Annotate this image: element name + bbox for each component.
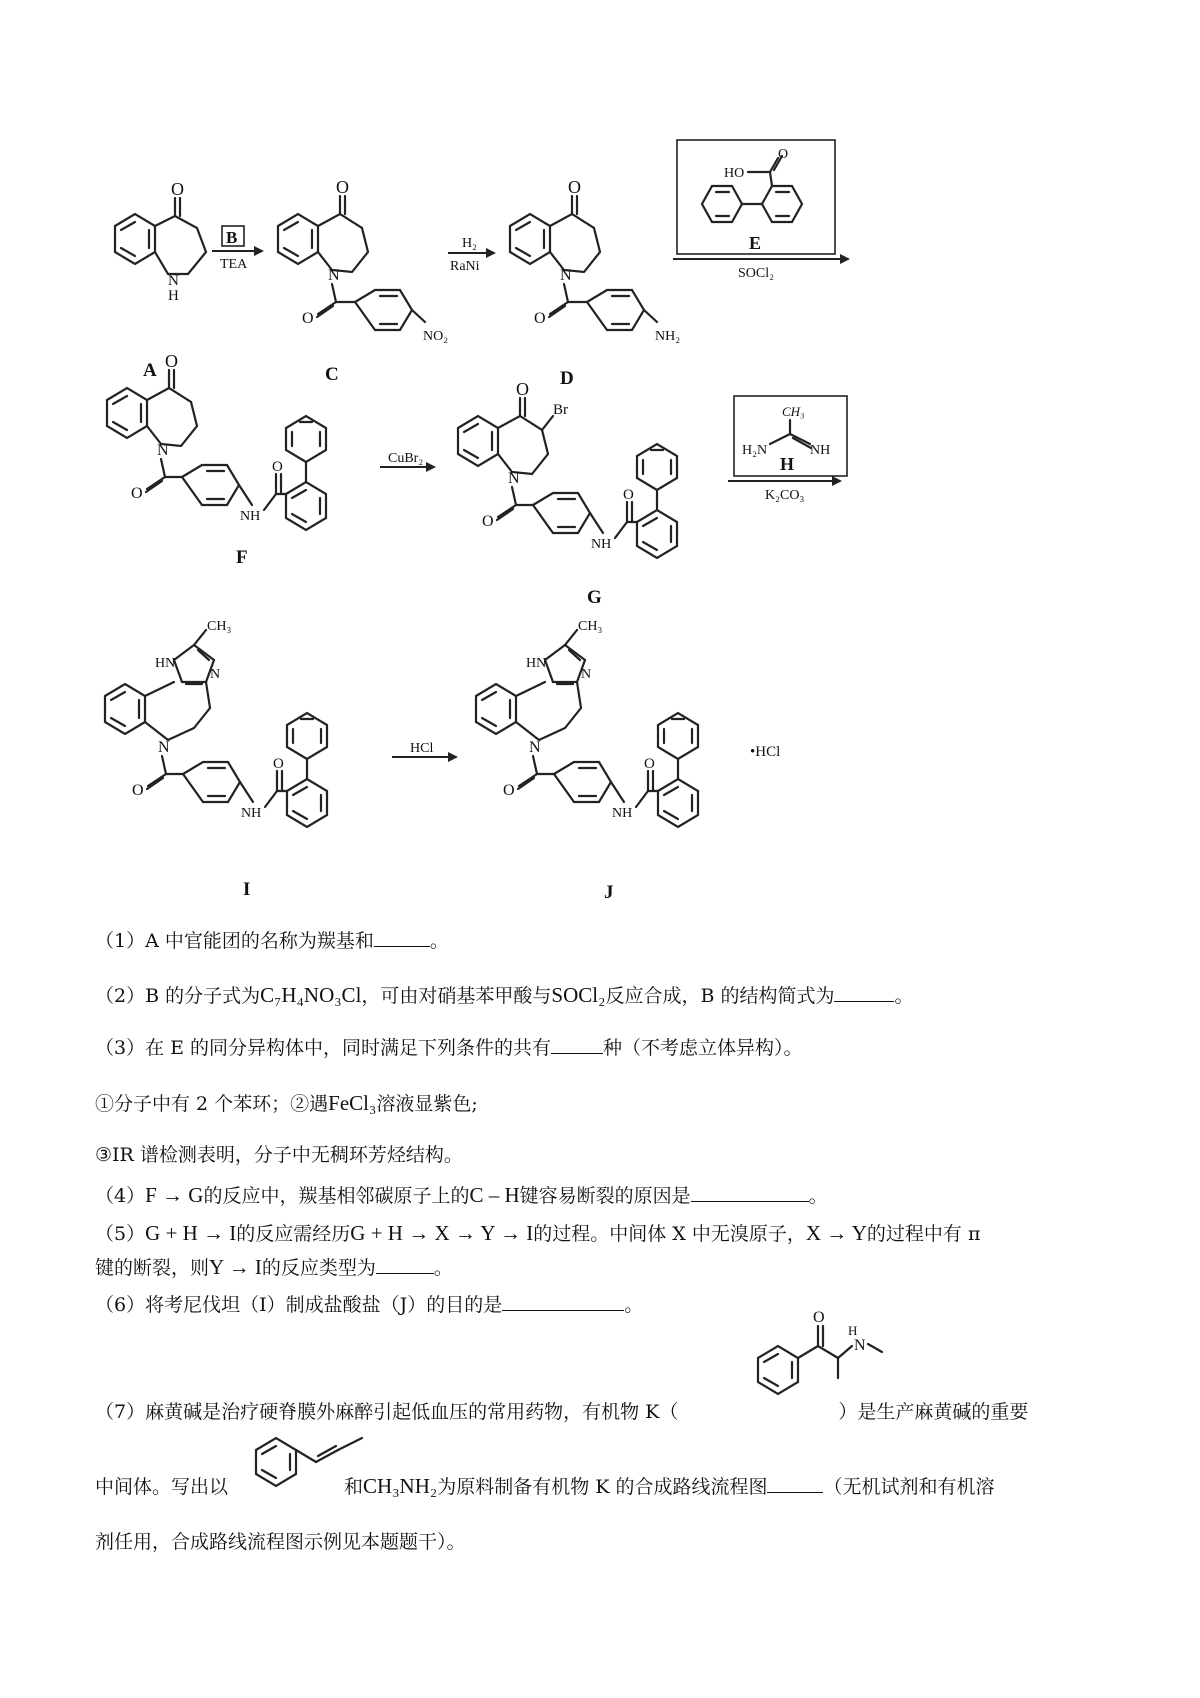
group-nh: NH xyxy=(612,806,633,821)
q3-text: （3）在 E 的同分异构体中，同时满足下列条件的共有 xyxy=(95,1037,552,1059)
q5-text-d: 键的断裂，则 xyxy=(95,1257,210,1279)
q2-end: 。 xyxy=(894,985,914,1007)
group-nh: NH xyxy=(241,806,262,821)
arrow-c-d xyxy=(448,236,496,274)
q2-socl2: SOCl₂ xyxy=(551,983,606,1007)
atom-o: O xyxy=(516,379,529,399)
compound-d xyxy=(510,177,680,389)
q1-answer-blank[interactable] xyxy=(374,928,430,947)
q3-condition-2-end: 溶液显紫色; xyxy=(376,1093,478,1115)
q3-answer-blank[interactable] xyxy=(551,1035,603,1054)
atom-o: O xyxy=(482,513,494,530)
atom-o: O xyxy=(644,756,655,772)
atom-h: H xyxy=(848,1323,858,1338)
q5-xy: X → Y xyxy=(805,1221,867,1245)
question-7-line-3 xyxy=(95,1527,1125,1557)
compound-a xyxy=(115,179,206,381)
atom-o: O xyxy=(273,756,284,772)
q7-text-f: （无机试剂和有机溶 xyxy=(823,1476,995,1498)
question-5-line-1 xyxy=(95,1218,1125,1249)
atom-o: O xyxy=(568,177,581,197)
atom-n: N xyxy=(210,667,221,682)
question-6 xyxy=(95,1290,1125,1320)
label-g: G xyxy=(587,587,602,608)
q3-condition-1-2: ①分子中有 2 个苯环；②遇 xyxy=(95,1093,329,1115)
group-ho: HO xyxy=(724,166,745,181)
q6-end: 。 xyxy=(624,1294,644,1316)
q2-formula: C₇H₄NO₃Cl xyxy=(260,983,362,1007)
q7-answer-blank[interactable] xyxy=(767,1474,823,1493)
reagent-socl2: SOCl₂ xyxy=(738,266,775,281)
atom-n: N xyxy=(581,667,592,682)
q5-text-a: 的反应需经历 xyxy=(236,1223,351,1245)
q5-number: （5） xyxy=(95,1223,146,1245)
atom-o: O xyxy=(171,179,184,199)
group-nh: NH xyxy=(240,509,261,524)
q4-text-b: 键容易断裂的原因是 xyxy=(519,1185,691,1207)
group-ch3: CH₃ xyxy=(207,619,232,634)
compound-k xyxy=(758,1309,882,1394)
reagent-h2: H₂ xyxy=(462,236,477,251)
question-7-line-2 xyxy=(95,1471,1125,1502)
question-3-conditions-b xyxy=(95,1140,1125,1170)
reagent-e-box xyxy=(673,140,850,281)
reagent-rani: RaNi xyxy=(450,259,480,274)
label-h: H xyxy=(780,454,795,474)
q4-end: 。 xyxy=(808,1185,828,1207)
q5-path: G + H → X → Y → I xyxy=(350,1221,534,1245)
q6-text: （6）将考尼伐坦（I）制成盐酸盐（J）的目的是 xyxy=(95,1294,503,1316)
q3-condition-3: ③IR 谱检测表明，分子中无稠环芳烃结构。 xyxy=(95,1144,463,1166)
group-no2: NO₂ xyxy=(423,329,449,344)
hcl-salt: •HCl xyxy=(750,744,781,760)
reagent-b: B xyxy=(226,228,238,247)
question-1 xyxy=(95,926,1125,956)
question-3 xyxy=(95,1033,1125,1063)
atom-h: H xyxy=(168,288,179,304)
label-f: F xyxy=(236,547,248,568)
group-hn: HN xyxy=(155,656,176,671)
reagent-cubr2: CuBr₂ xyxy=(388,451,424,466)
q7-text-e: 为原料制备有机物 K 的合成路线流程图 xyxy=(437,1476,768,1498)
q4-text: 的反应中，羰基相邻碳原子上的 xyxy=(203,1185,470,1207)
atom-n: N xyxy=(508,470,520,487)
label-j: J xyxy=(604,882,614,903)
atom-n: N xyxy=(328,267,340,284)
q5-ghi: G + H → I xyxy=(145,1221,237,1245)
q2-text-c: 反应合成，B 的结构简式为 xyxy=(605,985,835,1007)
label-e: E xyxy=(749,233,762,253)
arrow-i-j xyxy=(392,741,458,762)
q5-end: 。 xyxy=(433,1257,453,1279)
arrow-a-c xyxy=(212,226,264,272)
q5-text-b: 的过程。中间体 X 中无溴原子， xyxy=(533,1223,806,1245)
q1-text: （1）A 中官能团的名称为羰基和 xyxy=(95,930,374,952)
reagent-k2co3: K₂CO₃ xyxy=(765,488,805,503)
compound-c xyxy=(278,177,448,385)
compound-g xyxy=(458,379,677,608)
q6-answer-blank[interactable] xyxy=(502,1292,624,1311)
group-h2n: H₂N xyxy=(742,443,768,458)
q5-answer-blank[interactable] xyxy=(376,1255,434,1274)
atom-o: O xyxy=(302,310,314,327)
label-c: C xyxy=(325,364,339,385)
atom-o: O xyxy=(165,351,178,371)
group-ch3: CH₃ xyxy=(578,619,603,634)
compound-f xyxy=(107,351,326,568)
atom-n: N xyxy=(529,739,541,756)
question-2 xyxy=(95,980,1125,1011)
atom-o: O xyxy=(336,177,349,197)
q4-ch: C – H xyxy=(469,1183,520,1207)
q7-text-c: 中间体。写出以 xyxy=(95,1476,229,1498)
q2-answer-blank[interactable] xyxy=(834,983,894,1002)
atom-o: O xyxy=(132,782,144,799)
atom-o: O xyxy=(503,782,515,799)
q7-text-a: （7）麻黄碱是治疗硬脊膜外麻醉引起低血压的常用药物，有机物 K（ xyxy=(95,1401,679,1423)
q4-number: （4） xyxy=(95,1185,146,1207)
q5-text-c: 的过程中有 π xyxy=(866,1223,981,1245)
label-a: A xyxy=(143,360,157,381)
q3-text-end: 种（不考虑立体异构）。 xyxy=(603,1037,803,1059)
atom-o: O xyxy=(623,487,634,503)
group-nh2: NH₂ xyxy=(655,329,681,344)
atom-n: N xyxy=(158,739,170,756)
q7-text-g: 剂任用，合成路线流程图示例见本题题干）。 xyxy=(95,1531,466,1553)
question-5-line-2 xyxy=(95,1252,1125,1283)
compound-j xyxy=(476,619,780,903)
q3-fecl3: FeCl₃ xyxy=(328,1091,377,1115)
label-d: D xyxy=(560,368,574,389)
question-4 xyxy=(95,1180,1125,1211)
label-i: I xyxy=(243,879,251,900)
q2-text-a: （2）B 的分子式为 xyxy=(95,985,261,1007)
atom-o: O xyxy=(813,1309,825,1326)
atom-br: Br xyxy=(553,402,568,418)
q7-text-b: ）是生产麻黄碱的重要 xyxy=(838,1401,1029,1423)
q1-end: 。 xyxy=(429,930,449,952)
atom-o: O xyxy=(778,147,789,162)
atom-n: N xyxy=(560,267,572,284)
q5-text-e: 的反应类型为 xyxy=(261,1257,376,1279)
atom-n: N xyxy=(854,1337,866,1354)
q7-ch3nh2: CH₃NH₂ xyxy=(363,1474,438,1498)
group-ch3: CH₃ xyxy=(782,404,805,419)
group-nh: NH xyxy=(810,443,831,458)
atom-o: O xyxy=(131,485,143,502)
q4-answer-blank[interactable] xyxy=(691,1183,809,1202)
atom-n: N xyxy=(168,273,179,289)
q7-text-d: 和 xyxy=(344,1476,364,1498)
atom-o: O xyxy=(534,310,546,327)
reagent-h-box xyxy=(728,396,847,503)
group-nh: NH xyxy=(591,537,612,552)
arrow-f-g xyxy=(380,451,436,472)
q4-fg: F → G xyxy=(145,1183,204,1207)
q5-yi: Y → I xyxy=(209,1255,262,1279)
q2-text-b: ，可由对硝基苯甲酸与 xyxy=(361,985,552,1007)
question-3-conditions-a xyxy=(95,1088,1125,1119)
group-hn: HN xyxy=(526,656,547,671)
reagent-tea: TEA xyxy=(220,257,248,272)
reagent-hcl: HCl xyxy=(410,741,434,756)
compound-i xyxy=(105,619,327,900)
question-7-line-1 xyxy=(95,1397,1125,1427)
atom-n: N xyxy=(157,442,169,459)
atom-o: O xyxy=(272,459,283,475)
